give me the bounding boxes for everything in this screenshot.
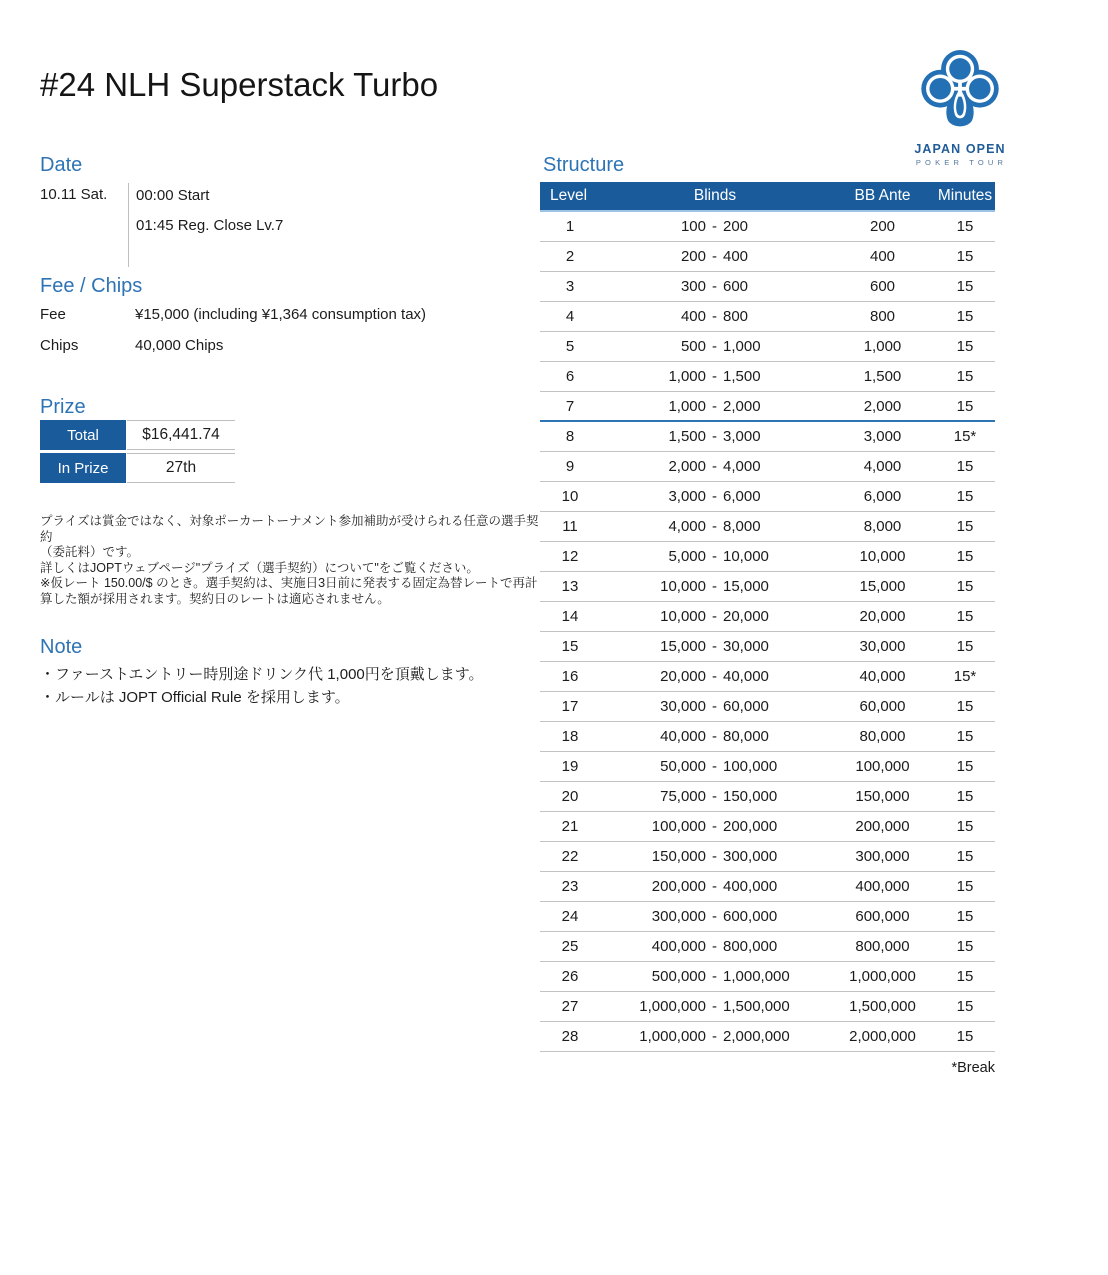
logo-text-japan-open: JAPAN OPEN xyxy=(914,142,1006,156)
small-blind-cell: 200,000 xyxy=(651,878,706,895)
bb-ante-cell: 10,000 xyxy=(859,548,906,565)
small-blind-cell: 20,000 xyxy=(660,668,706,685)
blinds-dash: - xyxy=(712,518,717,535)
structure-row xyxy=(540,362,995,392)
small-blind-cell: 500 xyxy=(680,338,706,355)
big-blind-cell: 3,000 xyxy=(723,428,761,445)
minutes-cell: 15 xyxy=(956,878,974,895)
minutes-cell: 15 xyxy=(956,818,974,835)
blinds-dash: - xyxy=(712,578,717,595)
fee-chips-rows xyxy=(40,306,510,368)
big-blind-cell: 80,000 xyxy=(723,728,769,745)
fee-chips-row xyxy=(40,337,510,368)
bb-ante-cell: 2,000 xyxy=(863,397,902,415)
bb-ante-cell: 150,000 xyxy=(855,788,910,805)
structure-row xyxy=(540,452,995,482)
bb-ante-cell: 600 xyxy=(869,278,896,295)
small-blind-cell: 400,000 xyxy=(651,938,706,955)
structure-row xyxy=(540,272,995,302)
minutes-cell: 15 xyxy=(956,968,974,985)
break-footnote: *Break xyxy=(951,1060,995,1076)
bb-ante-cell: 4,000 xyxy=(863,458,902,475)
bb-ante-cell: 800 xyxy=(869,308,896,325)
structure-row xyxy=(540,392,995,422)
big-blind-cell: 20,000 xyxy=(723,608,769,625)
column-header-bb-ante: BB Ante xyxy=(854,187,911,204)
big-blind-cell: 4,000 xyxy=(723,458,761,475)
level-cell: 21 xyxy=(561,818,579,835)
small-blind-cell: 5,000 xyxy=(668,548,706,565)
note-item: ・ルールは JOPT Official Rule を採用します。 xyxy=(40,688,350,706)
small-blind-cell: 100 xyxy=(680,218,706,235)
prize-row xyxy=(40,453,236,483)
blinds-dash: - xyxy=(712,608,717,625)
level-cell: 5 xyxy=(565,338,575,355)
bb-ante-cell: 100,000 xyxy=(855,758,910,775)
date-times xyxy=(136,186,283,246)
bb-ante-cell: 600,000 xyxy=(855,908,910,925)
fee-chips-value: 40,000 Chips xyxy=(135,337,224,354)
blinds-dash: - xyxy=(712,668,717,685)
level-cell: 8 xyxy=(565,428,575,445)
small-blind-cell: 1,000,000 xyxy=(639,998,706,1015)
blinds-dash: - xyxy=(712,908,717,925)
small-blind-cell: 1,000,000 xyxy=(639,1028,706,1045)
bb-ante-cell: 20,000 xyxy=(859,608,906,625)
minutes-cell: 15 xyxy=(956,848,974,865)
structure-row xyxy=(540,482,995,512)
structure-row xyxy=(540,572,995,602)
big-blind-cell: 800,000 xyxy=(723,938,778,955)
blinds-dash: - xyxy=(712,428,717,445)
structure-table-header xyxy=(540,182,995,212)
level-cell: 27 xyxy=(561,998,579,1015)
prize-disclaimer xyxy=(40,514,540,608)
small-blind-cell: 75,000 xyxy=(660,788,706,805)
small-blind-cell: 1,000 xyxy=(668,397,706,415)
bb-ante-cell: 300,000 xyxy=(855,848,910,865)
structure-row xyxy=(540,212,995,242)
blinds-dash: - xyxy=(712,548,717,565)
small-blind-cell: 1,000 xyxy=(668,368,706,385)
level-cell: 3 xyxy=(565,278,575,295)
structure-row xyxy=(540,302,995,332)
bb-ante-cell: 200,000 xyxy=(855,818,910,835)
minutes-cell: 15* xyxy=(953,428,977,445)
minutes-cell: 15 xyxy=(956,1028,974,1045)
minutes-cell: 15 xyxy=(956,338,974,355)
minutes-cell: 15 xyxy=(956,728,974,745)
bb-ante-cell: 6,000 xyxy=(863,488,902,505)
small-blind-cell: 10,000 xyxy=(660,608,706,625)
bb-ante-cell: 15,000 xyxy=(859,578,906,595)
small-blind-cell: 150,000 xyxy=(651,848,706,865)
small-blind-cell: 2,000 xyxy=(668,458,706,475)
bb-ante-cell: 60,000 xyxy=(859,698,906,715)
level-cell: 15 xyxy=(561,638,579,655)
club-logo-icon xyxy=(917,48,1003,138)
column-header-blinds: Blinds xyxy=(693,187,737,204)
date-time-line: 00:00 Start xyxy=(136,187,210,204)
structure-row xyxy=(540,872,995,902)
structure-row xyxy=(540,932,995,962)
bb-ante-cell: 8,000 xyxy=(863,518,902,535)
big-blind-cell: 600,000 xyxy=(723,908,778,925)
blinds-dash: - xyxy=(712,218,717,235)
structure-row xyxy=(540,662,995,692)
bb-ante-cell: 2,000,000 xyxy=(849,1028,916,1045)
structure-row xyxy=(540,842,995,872)
small-blind-cell: 200 xyxy=(680,248,706,265)
small-blind-cell: 3,000 xyxy=(668,488,706,505)
minutes-cell: 15* xyxy=(953,668,977,685)
minutes-cell: 15 xyxy=(956,248,974,265)
small-blind-cell: 50,000 xyxy=(660,758,706,775)
level-cell: 18 xyxy=(561,728,579,745)
big-blind-cell: 1,000,000 xyxy=(723,968,790,985)
structure-row xyxy=(540,332,995,362)
blinds-dash: - xyxy=(712,458,717,475)
note-item: ・ファーストエントリー時別途ドリンク代 1,000円を頂戴します。 xyxy=(40,666,484,683)
prize-row-value: 27th xyxy=(127,453,235,483)
big-blind-cell: 400 xyxy=(723,248,749,265)
date-time-line: 01:45 Reg. Close Lv.7 xyxy=(136,217,284,234)
minutes-cell: 15 xyxy=(956,758,974,775)
minutes-cell: 15 xyxy=(956,308,974,325)
bb-ante-cell: 200 xyxy=(869,218,896,235)
minutes-cell: 15 xyxy=(956,218,974,235)
big-blind-cell: 600 xyxy=(723,278,749,295)
blinds-dash: - xyxy=(712,758,717,775)
bb-ante-cell: 800,000 xyxy=(855,938,910,955)
level-cell: 26 xyxy=(561,968,579,985)
big-blind-cell: 800 xyxy=(723,308,749,325)
structure-row xyxy=(540,782,995,812)
structure-row xyxy=(540,992,995,1022)
big-blind-cell: 1,000 xyxy=(723,338,761,355)
level-cell: 6 xyxy=(565,368,575,385)
level-cell: 11 xyxy=(562,518,578,535)
blinds-dash: - xyxy=(712,728,717,745)
level-cell: 16 xyxy=(561,668,579,685)
blinds-dash: - xyxy=(712,698,717,715)
minutes-cell: 15 xyxy=(956,488,974,505)
minutes-cell: 15 xyxy=(956,458,974,475)
minutes-cell: 15 xyxy=(956,368,974,385)
fee-chips-row xyxy=(40,306,510,337)
structure-row xyxy=(540,512,995,542)
bb-ante-cell: 80,000 xyxy=(859,728,906,745)
minutes-cell: 15 xyxy=(956,698,974,715)
big-blind-cell: 15,000 xyxy=(723,578,769,595)
big-blind-cell: 200,000 xyxy=(723,818,778,835)
minutes-cell: 15 xyxy=(956,638,974,655)
blinds-dash: - xyxy=(712,998,717,1015)
big-blind-cell: 10,000 xyxy=(723,548,769,565)
date-value: 10.11 Sat. xyxy=(40,186,108,203)
level-cell: 25 xyxy=(561,938,579,955)
structure-row xyxy=(540,692,995,722)
blinds-dash: - xyxy=(712,397,717,415)
small-blind-cell: 10,000 xyxy=(660,578,706,595)
page-title: #24 NLH Superstack Turbo xyxy=(40,66,439,103)
jopt-logo xyxy=(902,48,1018,167)
note-heading: Note xyxy=(40,636,83,658)
level-cell: 19 xyxy=(561,758,579,775)
big-blind-cell: 200 xyxy=(723,218,749,235)
fee-chips-heading: Fee / Chips xyxy=(40,275,143,297)
structure-row xyxy=(540,632,995,662)
column-header-level: Level xyxy=(550,187,588,204)
structure-table xyxy=(540,182,995,1052)
big-blind-cell: 2,000,000 xyxy=(723,1028,790,1045)
blinds-dash: - xyxy=(712,878,717,895)
level-cell: 28 xyxy=(561,1028,579,1045)
structure-table-body xyxy=(540,212,995,1052)
bb-ante-cell: 1,000,000 xyxy=(849,968,916,985)
level-cell: 20 xyxy=(561,788,579,805)
prize-heading: Prize xyxy=(40,396,86,418)
prize-table xyxy=(40,420,236,486)
big-blind-cell: 2,000 xyxy=(723,397,761,415)
date-heading: Date xyxy=(40,154,83,176)
big-blind-cell: 40,000 xyxy=(723,668,769,685)
structure-row xyxy=(540,1022,995,1052)
structure-row xyxy=(540,902,995,932)
level-cell: 10 xyxy=(561,488,579,505)
level-cell: 13 xyxy=(561,578,579,595)
small-blind-cell: 300 xyxy=(680,278,706,295)
big-blind-cell: 8,000 xyxy=(723,518,761,535)
blinds-dash: - xyxy=(712,938,717,955)
blinds-dash: - xyxy=(712,968,717,985)
big-blind-cell: 30,000 xyxy=(723,638,769,655)
blinds-dash: - xyxy=(712,368,717,385)
small-blind-cell: 15,000 xyxy=(660,638,706,655)
blinds-dash: - xyxy=(712,338,717,355)
blinds-dash: - xyxy=(712,818,717,835)
big-blind-cell: 400,000 xyxy=(723,878,778,895)
small-blind-cell: 1,500 xyxy=(668,428,706,445)
fee-chips-label: Chips xyxy=(40,337,79,354)
level-cell: 14 xyxy=(561,608,579,625)
level-cell: 1 xyxy=(565,218,575,235)
bb-ante-cell: 400,000 xyxy=(855,878,910,895)
fee-chips-value: ¥15,000 (including ¥1,364 consumption tax) xyxy=(135,306,427,323)
blinds-dash: - xyxy=(712,638,717,655)
prize-disclaimer-line: 算した額が採用されます。契約日のレートは適応されません。 xyxy=(40,591,390,606)
bb-ante-cell: 3,000 xyxy=(863,428,902,445)
structure-row xyxy=(540,542,995,572)
blinds-dash: - xyxy=(712,848,717,865)
big-blind-cell: 60,000 xyxy=(723,698,769,715)
big-blind-cell: 6,000 xyxy=(723,488,761,505)
small-blind-cell: 100,000 xyxy=(651,818,706,835)
prize-row xyxy=(40,420,236,450)
prize-row-label: Total xyxy=(40,420,126,450)
bb-ante-cell: 1,500,000 xyxy=(849,998,916,1015)
big-blind-cell: 100,000 xyxy=(723,758,778,775)
structure-row xyxy=(540,962,995,992)
bb-ante-cell: 1,500 xyxy=(863,368,902,385)
small-blind-cell: 400 xyxy=(680,308,706,325)
small-blind-cell: 30,000 xyxy=(660,698,706,715)
structure-row xyxy=(540,602,995,632)
small-blind-cell: 500,000 xyxy=(651,968,706,985)
level-cell: 23 xyxy=(561,878,579,895)
blinds-dash: - xyxy=(712,788,717,805)
minutes-cell: 15 xyxy=(956,278,974,295)
structure-heading: Structure xyxy=(543,154,625,176)
bb-ante-cell: 40,000 xyxy=(859,668,906,685)
bb-ante-cell: 30,000 xyxy=(859,638,906,655)
minutes-cell: 15 xyxy=(956,908,974,925)
blinds-dash: - xyxy=(712,488,717,505)
blinds-dash: - xyxy=(712,308,717,325)
bb-ante-cell: 400 xyxy=(869,248,896,265)
structure-row xyxy=(540,242,995,272)
prize-disclaimer-line: （委託料）です。 xyxy=(40,545,140,560)
fee-chips-label: Fee xyxy=(40,306,66,323)
big-blind-cell: 1,500 xyxy=(723,368,761,385)
date-divider xyxy=(128,183,129,267)
level-cell: 4 xyxy=(565,308,575,325)
blinds-dash: - xyxy=(712,1028,717,1045)
prize-row-label: In Prize xyxy=(40,453,126,483)
level-cell: 2 xyxy=(565,248,575,265)
minutes-cell: 15 xyxy=(956,578,974,595)
structure-row xyxy=(540,422,995,452)
minutes-cell: 15 xyxy=(956,998,974,1015)
prize-disclaimer-line: ※仮レート 150.00/$ のとき。選手契約は、実施日3日前に発表する固定為替レートで再計 xyxy=(40,576,538,591)
small-blind-cell: 300,000 xyxy=(651,908,706,925)
minutes-cell: 15 xyxy=(956,608,974,625)
big-blind-cell: 150,000 xyxy=(723,788,778,805)
structure-row xyxy=(540,812,995,842)
prize-row-value: $16,441.74 xyxy=(127,420,235,450)
level-cell: 7 xyxy=(565,397,575,415)
level-cell: 24 xyxy=(561,908,579,925)
big-blind-cell: 1,500,000 xyxy=(723,998,790,1015)
minutes-cell: 15 xyxy=(956,788,974,805)
bb-ante-cell: 1,000 xyxy=(863,338,902,355)
level-cell: 22 xyxy=(561,848,579,865)
column-header-minutes: Minutes xyxy=(937,187,993,204)
level-cell: 17 xyxy=(561,698,579,715)
blinds-dash: - xyxy=(712,248,717,265)
minutes-cell: 15 xyxy=(956,518,974,535)
logo-text-poker-tour: POKER TOUR xyxy=(915,158,1008,167)
structure-row xyxy=(540,722,995,752)
blinds-dash: - xyxy=(712,278,717,295)
prize-disclaimer-line: 詳しくはJOPTウェブページ"プライズ（選手契約）について"をご覧ください。 xyxy=(40,560,479,575)
structure-row xyxy=(540,752,995,782)
big-blind-cell: 300,000 xyxy=(723,848,778,865)
minutes-cell: 15 xyxy=(956,397,974,415)
level-cell: 12 xyxy=(561,548,579,565)
small-blind-cell: 4,000 xyxy=(668,518,706,535)
level-cell: 9 xyxy=(565,458,575,475)
minutes-cell: 15 xyxy=(956,938,974,955)
minutes-cell: 15 xyxy=(956,548,974,565)
note-items xyxy=(40,664,484,709)
small-blind-cell: 40,000 xyxy=(660,728,706,745)
prize-disclaimer-line: プライズは賞金ではなく、対象ポーカートーナメント参加補助が受けられる任意の選手契約 xyxy=(40,514,539,544)
